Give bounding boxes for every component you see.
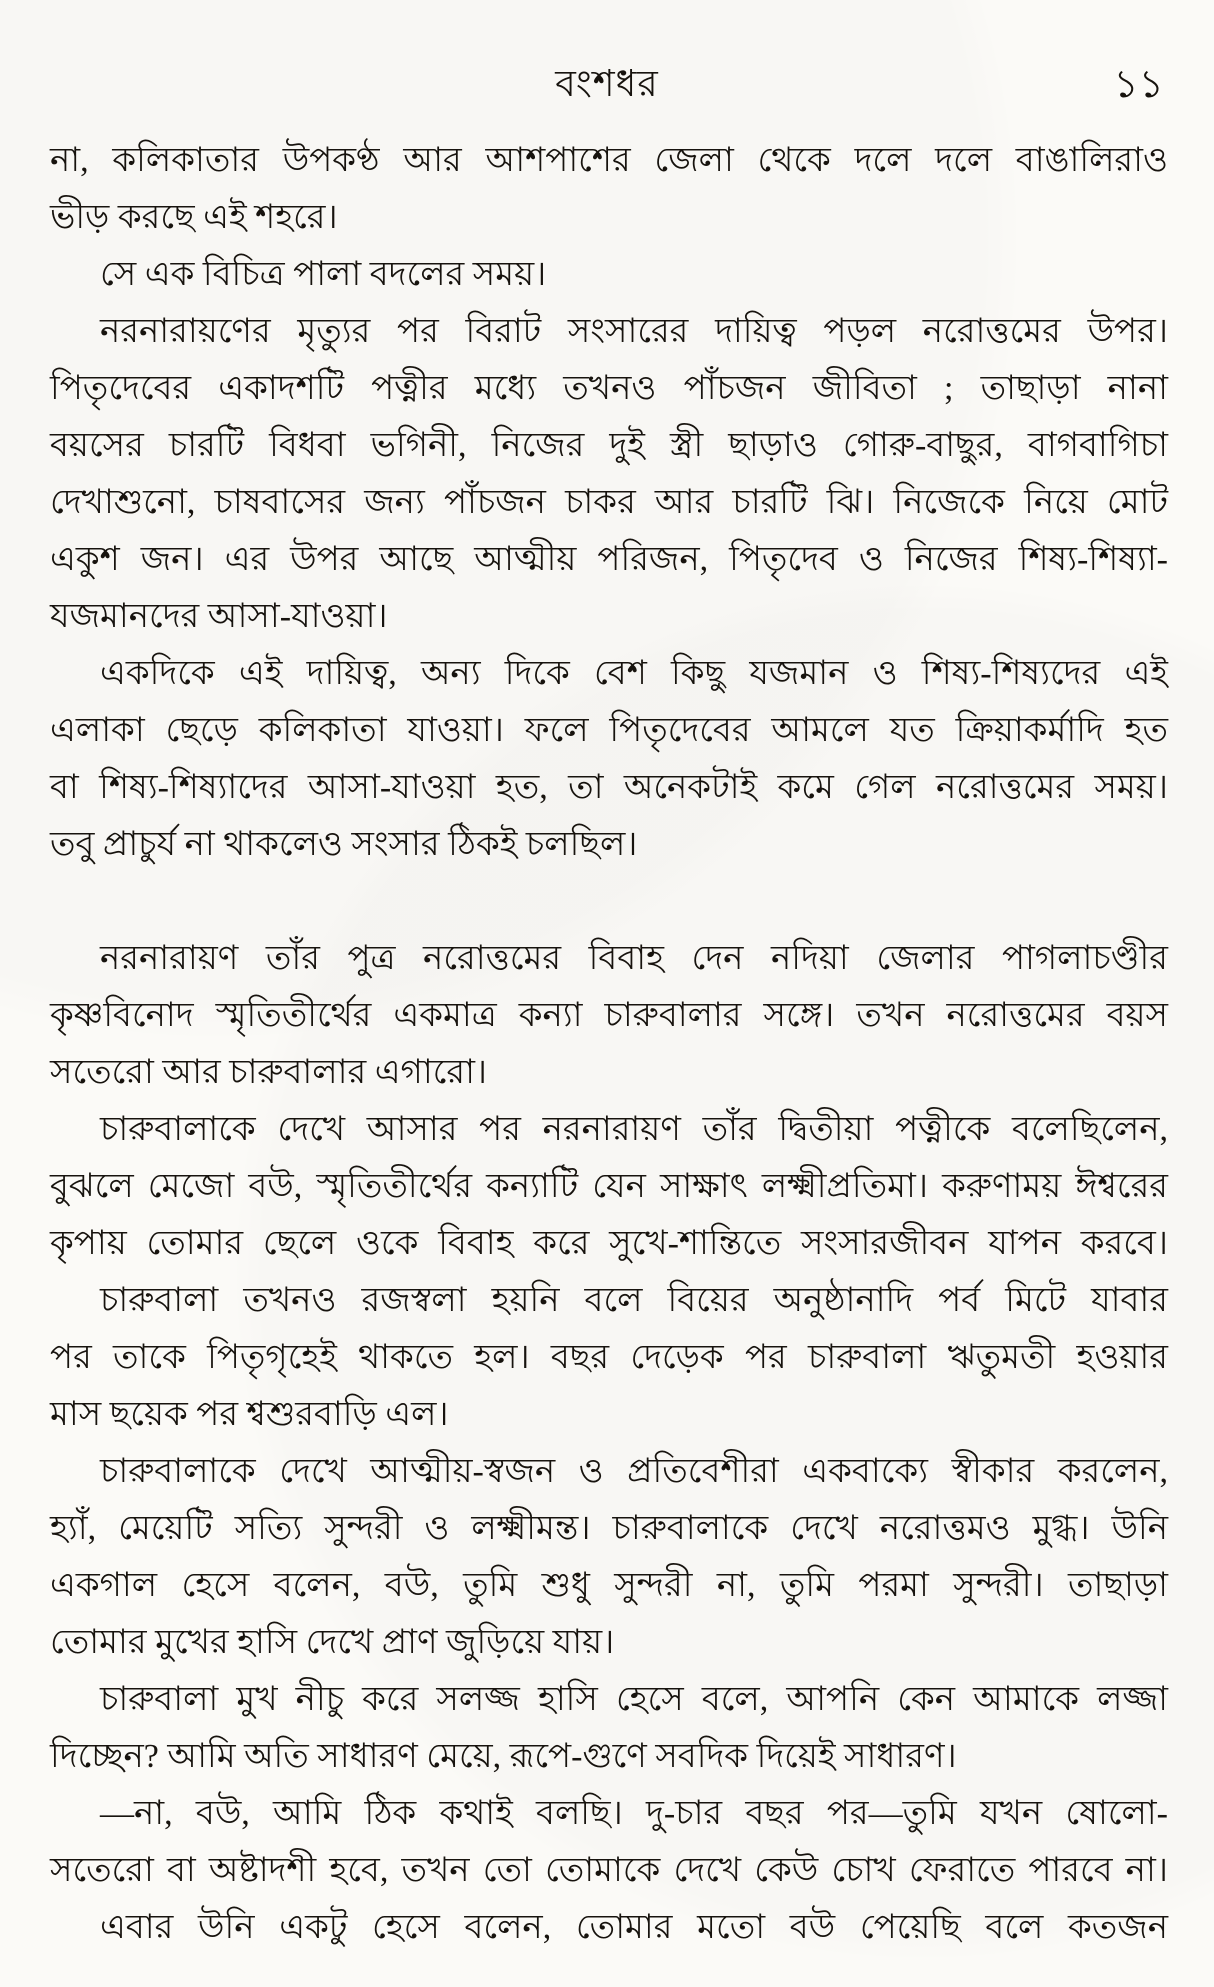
text-line: হ্যাঁ, মেয়েটি সত্যি সুন্দরী ও লক্ষ্মীমন্ত। চারুবালাকে দেখে নরোত্তমও মুগ্ধ। উনি bbox=[50, 1510, 1168, 1547]
chapter-title: বংশধর bbox=[555, 64, 659, 105]
text-line: মাস ছয়েক পর শ্বশুরবাড়ি এল। bbox=[50, 1396, 449, 1433]
page-number: ১১ bbox=[1113, 63, 1164, 106]
text-line: দেখাশুনো, চাষবাসের জন্য পাঁচজন চাকর আর চারটি ঝি। নিজেকে নিয়ে মোট bbox=[50, 484, 1168, 521]
text-line: বয়সের চারটি বিধবা ভগিনী, নিজের দুই স্ত্রী ছাড়াও গোরু-বাছুর, বাগবাগিচা bbox=[50, 427, 1168, 464]
text-line: সতেরো বা অষ্টাদশী হবে, তখন তো তোমাকে দেখে কেউ চোখ ফেরাতে পারবে না। bbox=[50, 1852, 1168, 1889]
text-line: চারুবালাকে দেখে আসার পর নরনারায়ণ তাঁর দ্বিতীয়া পত্নীকে বলেছিলেন, bbox=[100, 1111, 1168, 1148]
text-line: এবার উনি একটু হেসে বলেন, তোমার মতো বউ পেয়েছি বলে কতজন bbox=[100, 1909, 1168, 1946]
text-line: একদিকে এই দায়িত্ব, অন্য দিকে বেশ কিছু যজমান ও শিষ্য-শিষ্যদের এই bbox=[100, 655, 1168, 692]
text-line: সতেরো আর চারুবালার এগারো। bbox=[50, 1054, 488, 1091]
paragraph bbox=[50, 303, 1168, 645]
text-line: পিতৃদেবের একাদশটি পত্নীর মধ্যে তখনও পাঁচজন জীবিতা ; তাছাড়া নানা bbox=[50, 370, 1168, 407]
paragraph bbox=[50, 1671, 1168, 1785]
text-line: পর তাকে পিতৃগৃহেই থাকতে হল। বছর দেড়েক পর চারুবালা ঋতুমতী হওয়ার bbox=[50, 1339, 1168, 1376]
text-line: বা শিষ্য-শিষ্যাদের আসা-যাওয়া হত, তা অনেকটাই কমে গেল নরোত্তমের সময়। bbox=[50, 769, 1168, 806]
text-line: চারুবালা তখনও রজস্বলা হয়নি বলে বিয়ের অনুষ্ঠানাদি পর্ব মিটে যাবার bbox=[100, 1282, 1168, 1319]
text-line: তোমার মুখের হাসি দেখে প্রাণ জুড়িয়ে যায়। bbox=[50, 1624, 615, 1661]
text-line: এলাকা ছেড়ে কলিকাতা যাওয়া। ফলে পিতৃদেবের আমলে যত ক্রিয়াকর্মাদি হত bbox=[50, 712, 1168, 749]
text-line: —না, বউ, আমি ঠিক কথাই বলছি। দু-চার বছর পর—তুমি যখন ষোলো- bbox=[100, 1795, 1168, 1832]
text-line: একুশ জন। এর উপর আছে আত্মীয় পরিজন, পিতৃদেব ও নিজের শিষ্য-শিষ্যা- bbox=[50, 541, 1168, 578]
page-header bbox=[0, 0, 1214, 108]
text-line: চারুবালাকে দেখে আত্মীয়-স্বজন ও প্রতিবেশীরা একবাক্যে স্বীকার করলেন, bbox=[100, 1453, 1168, 1490]
text-line: কৃপায় তোমার ছেলে ওকে বিবাহ করে সুখে-শান্তিতে সংসারজীবন যাপন করবে। bbox=[50, 1225, 1168, 1262]
text-line: তবু প্রাচুর্য না থাকলেও সংসার ঠিকই চলছিল। bbox=[50, 826, 638, 863]
text-line: যজমানদের আসা-যাওয়া। bbox=[50, 598, 388, 635]
paragraph bbox=[50, 1785, 1168, 1899]
paragraph bbox=[50, 246, 1168, 303]
paragraph bbox=[50, 1899, 1168, 1956]
paragraph bbox=[50, 645, 1168, 873]
text-line: ভীড় করছে এই শহরে। bbox=[50, 199, 338, 236]
text-line: নরনারায়ণ তাঁর পুত্র নরোত্তমের বিবাহ দেন নদিয়া জেলার পাগলাচণ্ডীর bbox=[100, 940, 1168, 977]
page-body bbox=[0, 132, 1214, 1956]
paragraph bbox=[50, 132, 1168, 246]
text-line: একগাল হেসে বলেন, বউ, তুমি শুধু সুন্দরী না, তুমি পরমা সুন্দরী। তাছাড়া bbox=[50, 1567, 1168, 1604]
text-line: না, কলিকাতার উপকণ্ঠ আর আশপাশের জেলা থেকে দলে দলে বাঙালিরাও bbox=[50, 142, 1168, 179]
paragraph bbox=[50, 1443, 1168, 1671]
text-line: বুঝলে মেজো বউ, স্মৃতিতীর্থের কন্যাটি যেন সাক্ষাৎ লক্ষ্মীপ্রতিমা। করুণাময় ঈশ্বরের bbox=[50, 1168, 1168, 1205]
text-line: দিচ্ছেন? আমি অতি সাধারণ মেয়ে, রূপে-গুণে সবদিক দিয়েই সাধারণ। bbox=[50, 1738, 957, 1775]
paragraph bbox=[50, 1272, 1168, 1443]
paragraph bbox=[50, 930, 1168, 1101]
paragraph bbox=[50, 1101, 1168, 1272]
text-line: সে এক বিচিত্র পালা বদলের সময়। bbox=[100, 256, 547, 293]
text-line: কৃষ্ণবিনোদ স্মৃতিতীর্থের একমাত্র কন্যা চারুবালার সঙ্গে। তখন নরোত্তমের বয়স bbox=[50, 997, 1168, 1034]
text-line: চারুবালা মুখ নীচু করে সলজ্জ হাসি হেসে বলে, আপনি কেন আমাকে লজ্জা bbox=[100, 1681, 1168, 1718]
text-line: নরনারায়ণের মৃত্যুর পর বিরাট সংসারের দায়িত্ব পড়ল নরোত্তমের উপর। bbox=[100, 313, 1168, 350]
